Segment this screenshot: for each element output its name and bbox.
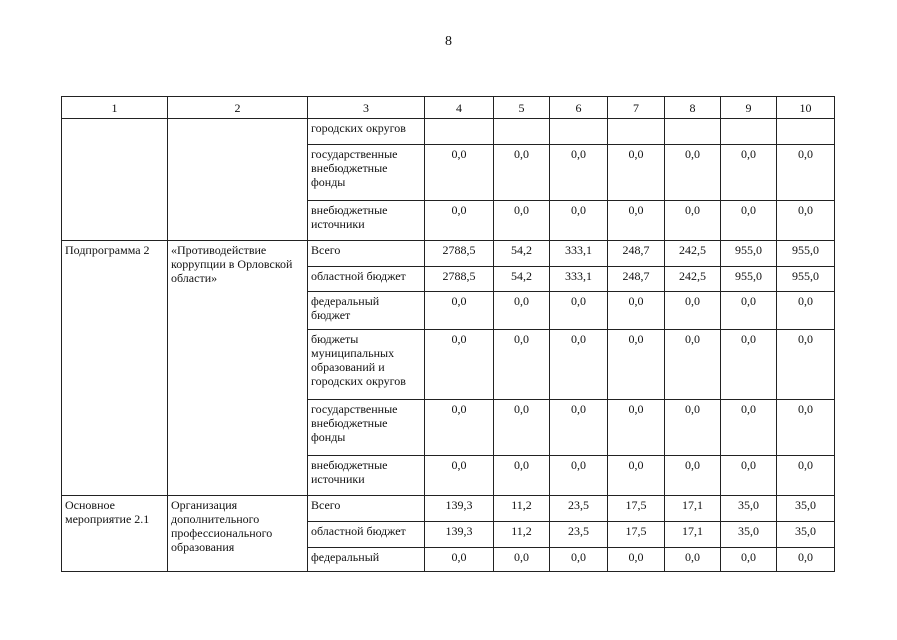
cell-source: федеральный бюджет	[308, 292, 425, 330]
col-header: 5	[494, 97, 550, 119]
col-header: 10	[777, 97, 835, 119]
cell-source: Всего	[308, 496, 425, 522]
cell-value: 0,0	[665, 330, 721, 400]
cell-value: 0,0	[608, 330, 665, 400]
cell-value: 0,0	[494, 400, 550, 456]
cell-value: 17,1	[665, 522, 721, 548]
cell-value: 0,0	[721, 456, 777, 496]
cell-value: 0,0	[665, 548, 721, 572]
col-header: 4	[425, 97, 494, 119]
cell-value: 54,2	[494, 241, 550, 267]
cell-value: 23,5	[550, 496, 608, 522]
cell-value: 0,0	[777, 456, 835, 496]
col-header: 6	[550, 97, 608, 119]
cell-value: 0,0	[494, 456, 550, 496]
cell-value: 0,0	[494, 330, 550, 400]
cell-source: внебюджетные источники	[308, 456, 425, 496]
cell-value: 0,0	[550, 201, 608, 241]
col-header: 1	[62, 97, 168, 119]
cell-title: Организация дополнительного профессионального образования	[168, 496, 308, 572]
cell-value: 333,1	[550, 267, 608, 292]
cell-program	[62, 119, 168, 241]
cell-title: «Противодействие коррупции в Орловской области»	[168, 241, 308, 496]
cell-value: 0,0	[494, 201, 550, 241]
cell-value: 0,0	[425, 456, 494, 496]
cell-value: 955,0	[721, 241, 777, 267]
cell-value: 54,2	[494, 267, 550, 292]
cell-source: областной бюджет	[308, 522, 425, 548]
cell-value: 0,0	[425, 292, 494, 330]
cell-value	[494, 119, 550, 145]
cell-value: 0,0	[665, 201, 721, 241]
cell-source: городских округов	[308, 119, 425, 145]
table-row	[62, 241, 835, 267]
cell-value: 0,0	[665, 292, 721, 330]
col-header: 8	[665, 97, 721, 119]
cell-source: Всего	[308, 241, 425, 267]
cell-value: 23,5	[550, 522, 608, 548]
cell-value: 0,0	[721, 145, 777, 201]
cell-value: 0,0	[608, 292, 665, 330]
cell-value: 0,0	[777, 548, 835, 572]
cell-source: внебюджетные источники	[308, 201, 425, 241]
cell-value: 0,0	[721, 548, 777, 572]
cell-source: федеральный	[308, 548, 425, 572]
cell-value: 248,7	[608, 267, 665, 292]
cell-value: 0,0	[425, 330, 494, 400]
cell-value: 0,0	[777, 145, 835, 201]
cell-value: 0,0	[550, 548, 608, 572]
cell-source: государственные внебюджетные фонды	[308, 145, 425, 201]
cell-value: 0,0	[721, 400, 777, 456]
table-row	[62, 119, 835, 145]
cell-program: Основное мероприятие 2.1	[62, 496, 168, 572]
table-row	[62, 496, 835, 522]
cell-value: 242,5	[665, 241, 721, 267]
cell-value: 0,0	[777, 292, 835, 330]
cell-value: 0,0	[777, 201, 835, 241]
cell-value: 2788,5	[425, 267, 494, 292]
cell-value: 0,0	[425, 548, 494, 572]
cell-value: 0,0	[550, 145, 608, 201]
cell-value: 0,0	[494, 292, 550, 330]
cell-value: 0,0	[550, 330, 608, 400]
cell-value	[550, 119, 608, 145]
cell-value: 0,0	[721, 292, 777, 330]
cell-value: 333,1	[550, 241, 608, 267]
cell-value: 955,0	[777, 267, 835, 292]
cell-value: 0,0	[494, 548, 550, 572]
cell-value: 248,7	[608, 241, 665, 267]
cell-value: 0,0	[665, 400, 721, 456]
cell-value: 35,0	[721, 496, 777, 522]
cell-value: 0,0	[550, 456, 608, 496]
cell-value: 0,0	[550, 292, 608, 330]
cell-value	[608, 119, 665, 145]
cell-value: 0,0	[608, 456, 665, 496]
cell-value: 0,0	[665, 456, 721, 496]
cell-source: областной бюджет	[308, 267, 425, 292]
cell-value: 0,0	[608, 145, 665, 201]
cell-value: 242,5	[665, 267, 721, 292]
cell-value: 17,1	[665, 496, 721, 522]
cell-value: 0,0	[721, 201, 777, 241]
cell-value: 139,3	[425, 522, 494, 548]
cell-value	[721, 119, 777, 145]
cell-value: 0,0	[550, 400, 608, 456]
cell-value: 0,0	[665, 145, 721, 201]
cell-source: бюджеты муниципальных образований и городских округов	[308, 330, 425, 400]
cell-value: 0,0	[608, 548, 665, 572]
cell-value: 0,0	[777, 330, 835, 400]
cell-value: 0,0	[608, 201, 665, 241]
col-header: 2	[168, 97, 308, 119]
cell-value: 11,2	[494, 522, 550, 548]
cell-value: 0,0	[425, 400, 494, 456]
col-header: 3	[308, 97, 425, 119]
cell-value: 0,0	[425, 145, 494, 201]
cell-source: государственные внебюджетные фонды	[308, 400, 425, 456]
cell-value: 955,0	[777, 241, 835, 267]
cell-program: Подпрограмма 2	[62, 241, 168, 496]
cell-value: 17,5	[608, 496, 665, 522]
cell-value: 0,0	[494, 145, 550, 201]
cell-value: 955,0	[721, 267, 777, 292]
cell-value	[777, 119, 835, 145]
cell-value: 35,0	[721, 522, 777, 548]
col-header: 7	[608, 97, 665, 119]
cell-value: 2788,5	[425, 241, 494, 267]
budget-table	[61, 96, 835, 572]
cell-value: 35,0	[777, 522, 835, 548]
cell-value	[665, 119, 721, 145]
page-number: 8	[445, 34, 452, 49]
cell-value: 17,5	[608, 522, 665, 548]
cell-title	[168, 119, 308, 241]
cell-value: 0,0	[425, 201, 494, 241]
cell-value: 139,3	[425, 496, 494, 522]
cell-value: 0,0	[608, 400, 665, 456]
cell-value: 35,0	[777, 496, 835, 522]
col-header: 9	[721, 97, 777, 119]
cell-value: 0,0	[777, 400, 835, 456]
cell-value: 11,2	[494, 496, 550, 522]
cell-value	[425, 119, 494, 145]
header-row	[62, 97, 835, 119]
cell-value: 0,0	[721, 330, 777, 400]
